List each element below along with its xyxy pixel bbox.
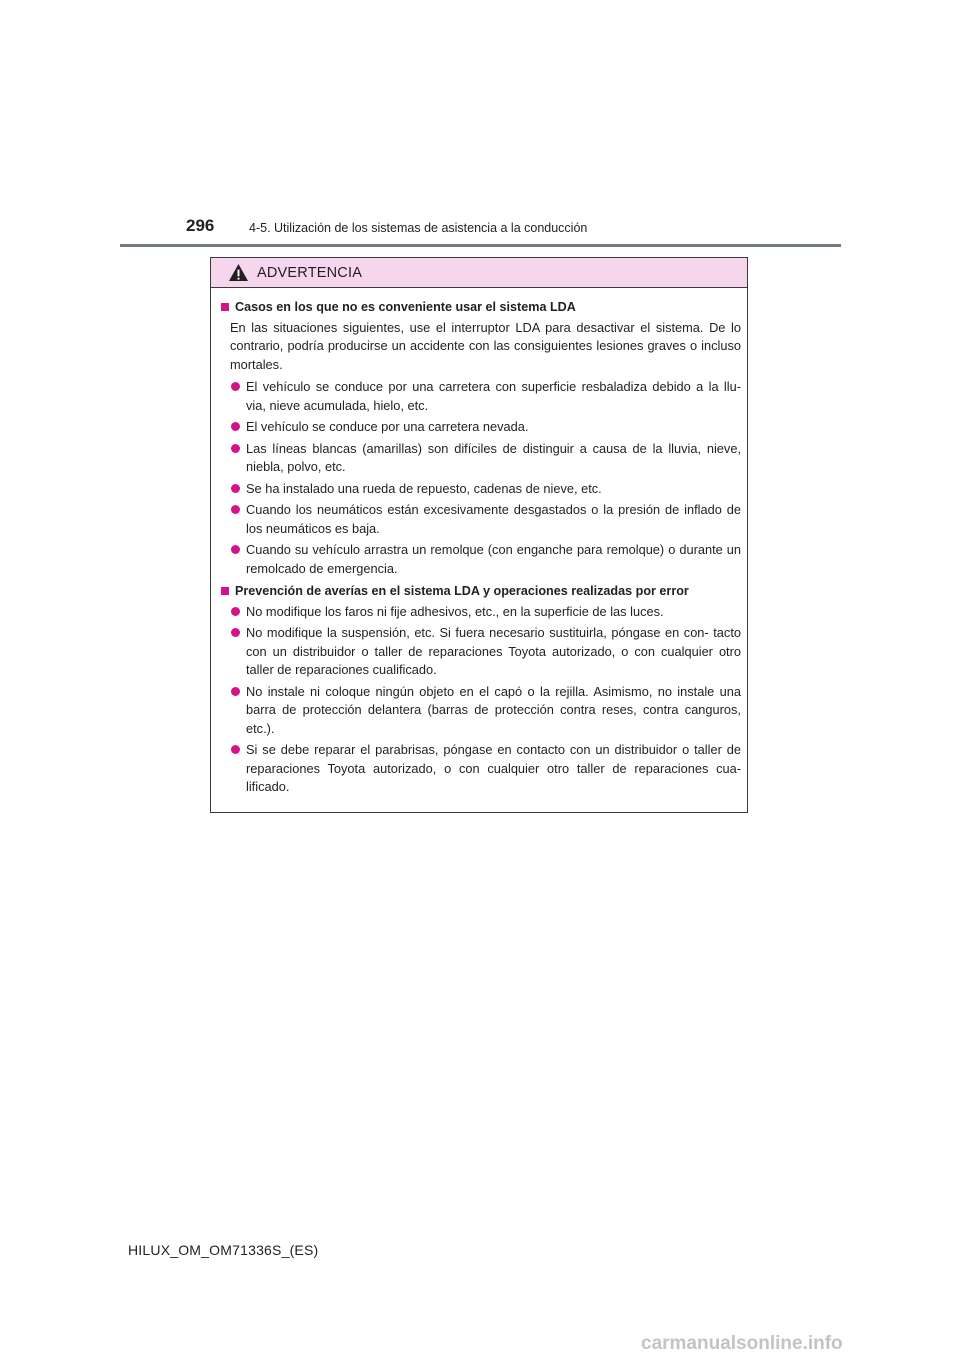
round-bullet-icon bbox=[231, 545, 240, 554]
list-item bbox=[219, 624, 741, 680]
list-item-text: Las líneas blancas (amarillas) son difíciles de distinguir a causa de la lluvia, nieve, niebla, polvo, etc. bbox=[246, 440, 741, 474]
list-item bbox=[219, 378, 741, 415]
list-item bbox=[219, 440, 741, 477]
list-item-text: Se ha instalado una rueda de repuesto, cadenas de nieve, etc. bbox=[246, 480, 602, 496]
bullet-list bbox=[219, 378, 741, 578]
list-item-text: El vehículo se conduce por una carretera nevada. bbox=[246, 419, 529, 434]
list-item bbox=[219, 501, 741, 538]
section-heading bbox=[219, 298, 741, 317]
list-item-text: Si se debe reparar el parabrisas, póngase en contacto con un distribuidor o taller de reparaciones Toyota autorizado, o con cualquier otro taller de reparaciones cua- lificado. bbox=[246, 742, 741, 794]
round-bullet-icon bbox=[231, 382, 240, 391]
list-item-text: Cuando los neumáticos están excesivamente desgastados o la presión de inflado de los neumáticos es baja. bbox=[246, 502, 741, 536]
square-bullet-icon bbox=[221, 587, 229, 595]
document-code: HILUX_OM_OM71336S_(ES) bbox=[128, 1242, 319, 1258]
warning-box bbox=[210, 257, 748, 813]
section-heading bbox=[219, 582, 741, 601]
round-bullet-icon bbox=[231, 444, 240, 453]
watermark: carmanualsonline.info bbox=[641, 1333, 843, 1354]
round-bullet-icon bbox=[231, 687, 240, 696]
header-divider bbox=[120, 244, 841, 247]
warning-body bbox=[211, 288, 747, 797]
section-heading-text: Casos en los que no es conveniente usar el sistema LDA bbox=[235, 300, 576, 314]
list-item-text: No modifique la suspensión, etc. Si fuera necesario sustituirla, póngase en con- tacto con un distribuidor o taller de reparaciones Toyota autorizado, o con cualquier otro taller de reparaciones cualificado. bbox=[246, 625, 741, 677]
list-item bbox=[219, 418, 741, 437]
square-bullet-icon bbox=[221, 303, 229, 311]
list-item-text: El vehículo se conduce por una carretera con superficie resbaladiza debido a la llu- via, nieve acumulada, hielo, etc. bbox=[246, 379, 741, 413]
page-number: 296 bbox=[186, 216, 215, 235]
warning-title: ADVERTENCIA bbox=[257, 264, 363, 281]
warning-header bbox=[211, 258, 747, 288]
section-title: 4-5. Utilización de los sistemas de asistencia a la conducción bbox=[249, 221, 588, 235]
list-item-text: No instale ni coloque ningún objeto en el capó o la rejilla. Asimismo, no instale una barra de protección delantera (barras de protección contra reses, contra canguros, etc.). bbox=[246, 683, 741, 736]
round-bullet-icon bbox=[231, 745, 240, 754]
section-intro: En las situaciones siguientes, use el interruptor LDA para desactivar el sistema. De lo contrario, podría producirse un accidente con las consiguientes lesiones graves o incluso mortales. bbox=[230, 319, 741, 372]
round-bullet-icon bbox=[231, 628, 240, 637]
list-item-text: Cuando su vehículo arrastra un remolque (con enganche para remolque) o durante un remolcado de emergencia. bbox=[246, 542, 741, 576]
section-heading-text: Prevención de averías en el sistema LDA y operaciones realizadas por error bbox=[235, 584, 689, 598]
list-item-text: No modifique los faros ni fije adhesivos, etc., en la superficie de las luces. bbox=[246, 603, 664, 619]
list-item bbox=[219, 480, 741, 499]
list-item bbox=[219, 741, 741, 797]
round-bullet-icon bbox=[231, 484, 240, 493]
warning-triangle-icon bbox=[228, 263, 249, 282]
bullet-list bbox=[219, 603, 741, 797]
list-item bbox=[219, 603, 741, 622]
list-item bbox=[219, 541, 741, 578]
list-item bbox=[219, 683, 741, 739]
round-bullet-icon bbox=[231, 505, 240, 514]
round-bullet-icon bbox=[231, 422, 240, 431]
round-bullet-icon bbox=[231, 607, 240, 616]
